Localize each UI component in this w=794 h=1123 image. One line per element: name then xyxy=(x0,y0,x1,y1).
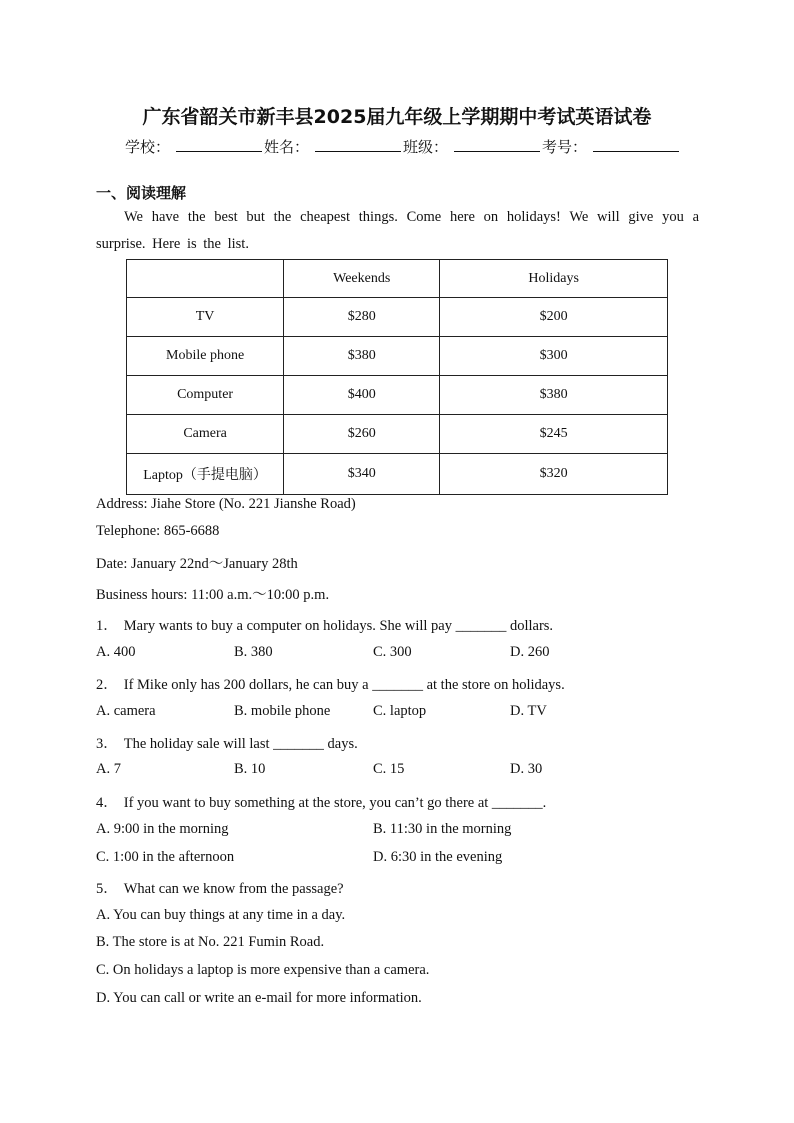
weekend-price-cell: $400 xyxy=(284,376,440,415)
price-table xyxy=(126,259,668,495)
passage-intro xyxy=(96,204,699,258)
option-d[interactable]: D. 6:30 in the evening xyxy=(373,849,503,865)
business-hours: Business hours: 11:00 a.m.～10:00 p.m. xyxy=(96,587,330,603)
question-text: Mary wants to buy a computer on holidays. She will pay _______ dollars. xyxy=(123,618,554,634)
option-b[interactable]: B. The store is at No. 221 Fumin Road. xyxy=(96,934,325,950)
sale-date: Date: January 22nd～January 28th xyxy=(96,556,298,572)
question-number: 2． xyxy=(96,677,118,693)
item-cell: Camera xyxy=(127,415,284,454)
question-number: 1． xyxy=(96,618,118,634)
section-heading: 一、阅读理解 xyxy=(96,184,187,202)
store-address: Address: Jiahe Store (No. 221 Jianshe Road) xyxy=(96,496,356,512)
exam-number-label: 考号： xyxy=(542,138,588,156)
option-c[interactable]: C. On holidays a laptop is more expensive than a camera. xyxy=(96,962,430,978)
question-2 xyxy=(96,673,565,694)
option-c[interactable]: C. 1:00 in the afternoon xyxy=(96,849,235,865)
item-cell: Computer xyxy=(127,376,284,415)
option-d[interactable]: D. 260 xyxy=(510,644,550,660)
question-number: 4． xyxy=(96,795,118,811)
table-row xyxy=(127,298,668,337)
school-blank[interactable] xyxy=(176,137,262,152)
option-a[interactable]: A. 7 xyxy=(96,761,121,777)
question-number: 3． xyxy=(96,736,118,752)
school-label: 学校： xyxy=(125,138,171,156)
question-1 xyxy=(96,614,553,635)
exam-number-blank[interactable] xyxy=(593,137,679,152)
weekend-price-cell: $280 xyxy=(284,298,440,337)
name-blank[interactable] xyxy=(315,137,401,152)
question-text: What can we know from the passage? xyxy=(123,881,344,897)
option-c[interactable]: C. 15 xyxy=(373,761,405,777)
holiday-price-cell: $200 xyxy=(440,298,668,337)
option-b[interactable]: B. 10 xyxy=(234,761,266,777)
item-cell: TV xyxy=(127,298,284,337)
question-text: If you want to buy something at the store, you can’t go there at _______. xyxy=(123,795,547,811)
holiday-price-cell: $380 xyxy=(440,376,668,415)
option-a[interactable]: A. 9:00 in the morning xyxy=(96,821,229,837)
option-d[interactable]: D. TV xyxy=(510,703,547,719)
exam-title: 广东省韶关市新丰县2025届九年级上学期期中考试英语试卷 xyxy=(142,106,652,128)
class-blank[interactable] xyxy=(454,137,540,152)
table-row xyxy=(127,454,668,495)
option-a[interactable]: A. camera xyxy=(96,703,156,719)
weekend-price-cell: $380 xyxy=(284,337,440,376)
option-c[interactable]: C. 300 xyxy=(373,644,412,660)
name-label: 姓名： xyxy=(264,138,310,156)
holiday-price-cell: $300 xyxy=(440,337,668,376)
option-d[interactable]: D. 30 xyxy=(510,761,543,777)
question-text: If Mike only has 200 dollars, he can buy a _______ at the store on holidays. xyxy=(123,677,565,693)
table-header-cell: Weekends xyxy=(284,260,440,298)
table-row xyxy=(127,376,668,415)
question-3 xyxy=(96,732,358,753)
item-cell: Laptop（手提电脑） xyxy=(127,454,284,495)
option-d[interactable]: D. You can call or write an e-mail for more information. xyxy=(96,990,422,1006)
question-text: The holiday sale will last _______ days. xyxy=(123,736,358,752)
class-field xyxy=(403,136,542,157)
item-cell: Mobile phone xyxy=(127,337,284,376)
store-telephone: Telephone: 865-6688 xyxy=(96,523,220,539)
table-row xyxy=(127,415,668,454)
option-a[interactable]: A. You can buy things at any time in a day. xyxy=(96,907,346,923)
holiday-price-cell: $320 xyxy=(440,454,668,495)
option-a[interactable]: A. 400 xyxy=(96,644,136,660)
name-field xyxy=(264,136,403,157)
exam-number-field xyxy=(542,136,681,157)
table-header-cell xyxy=(127,260,284,298)
weekend-price-cell: $340 xyxy=(284,454,440,495)
option-b[interactable]: B. 380 xyxy=(234,644,273,660)
weekend-price-cell: $260 xyxy=(284,415,440,454)
question-5 xyxy=(96,877,344,898)
school-field xyxy=(125,136,264,157)
passage-intro-text: We have the best but the cheapest things. Come here on holidays! We will give you a surprise. Here is the list. xyxy=(96,209,699,252)
question-4 xyxy=(96,791,546,812)
student-info-line xyxy=(125,136,681,157)
holiday-price-cell: $245 xyxy=(440,415,668,454)
class-label: 班级： xyxy=(403,138,449,156)
table-row xyxy=(127,337,668,376)
question-number: 5． xyxy=(96,881,118,897)
option-b[interactable]: B. mobile phone xyxy=(234,703,331,719)
table-header-row xyxy=(127,260,668,298)
table-header-cell: Holidays xyxy=(440,260,668,298)
option-b[interactable]: B. 11:30 in the morning xyxy=(373,821,512,837)
option-c[interactable]: C. laptop xyxy=(373,703,427,719)
